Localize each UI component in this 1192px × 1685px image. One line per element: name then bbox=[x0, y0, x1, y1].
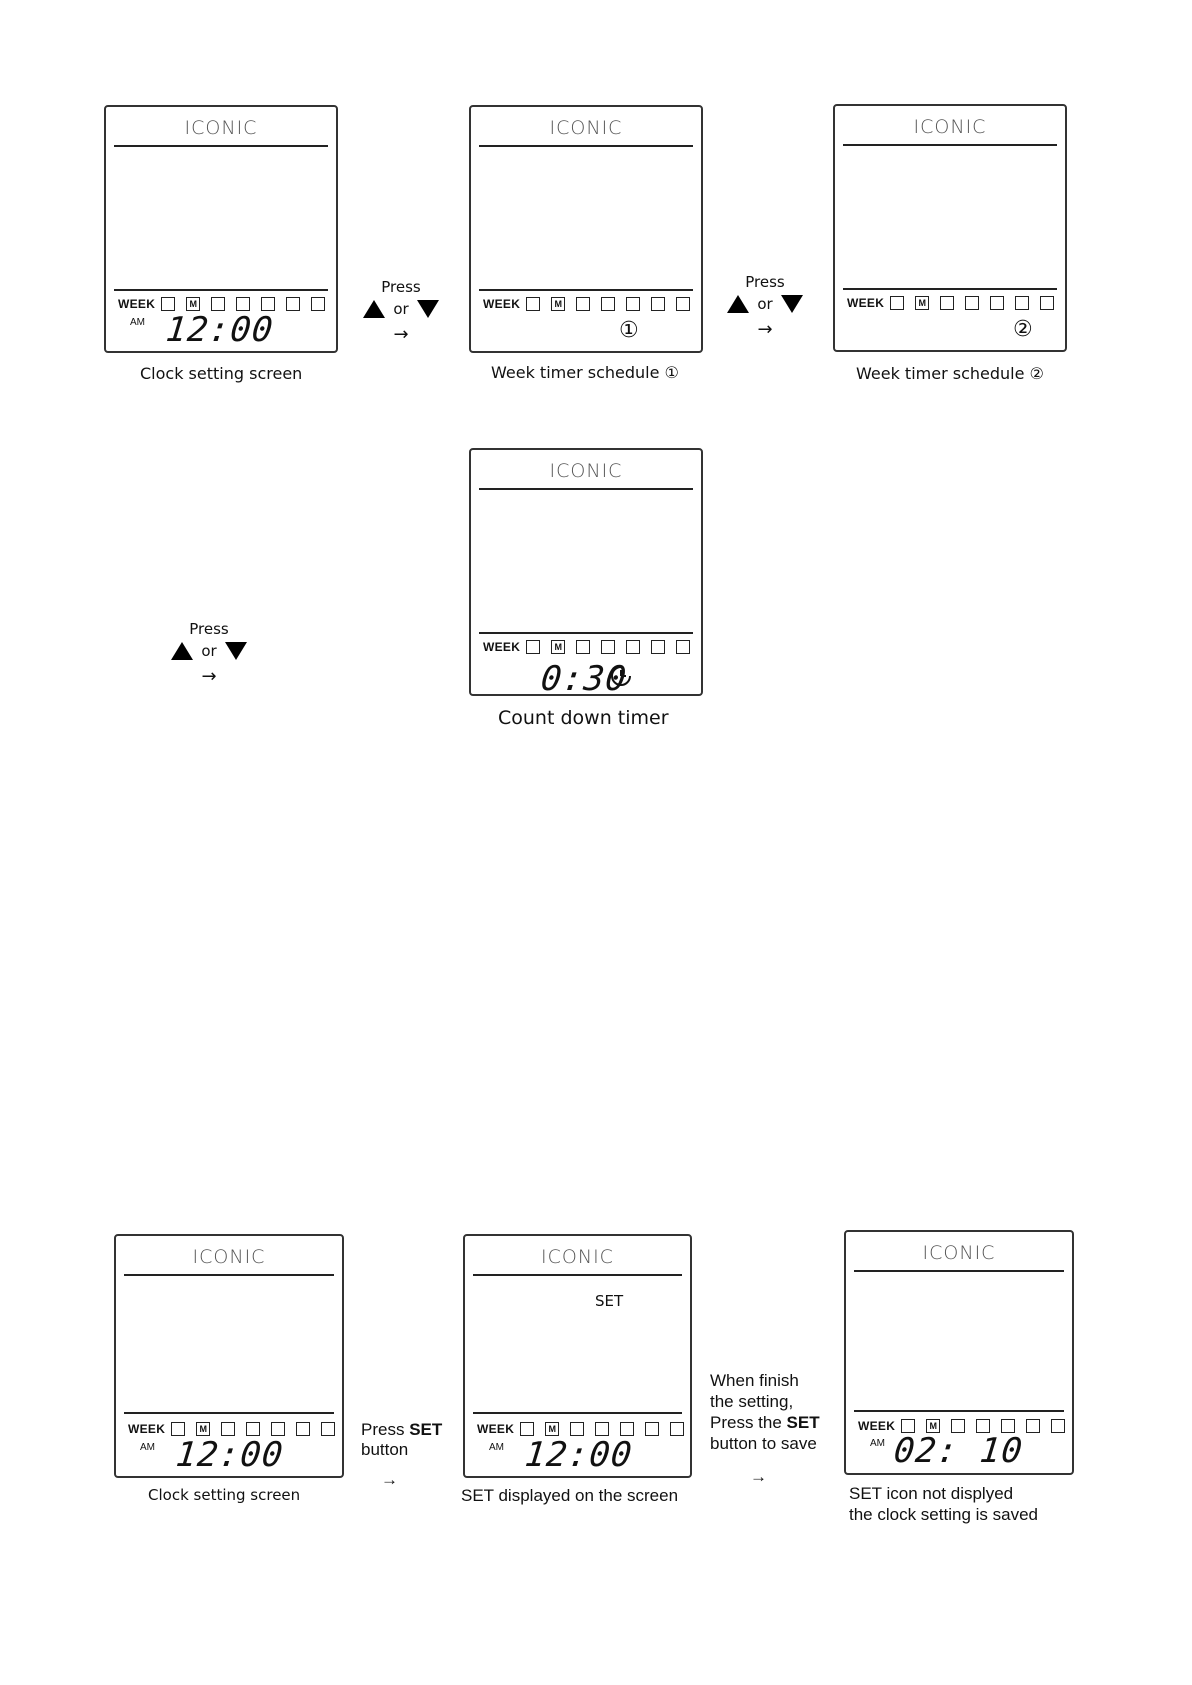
day-box-monday: M bbox=[915, 296, 929, 310]
finish-setting-instruction bbox=[710, 1370, 820, 1487]
day-box-monday: M bbox=[551, 297, 565, 311]
press-label: Press bbox=[745, 273, 785, 291]
day-box bbox=[965, 296, 979, 310]
right-arrow-icon: → bbox=[381, 1470, 398, 1489]
up-down-arrows bbox=[356, 300, 446, 318]
lcd-time: 02: 10 bbox=[891, 1431, 1025, 1471]
brand-logo: ICONIC bbox=[549, 460, 623, 482]
day-box bbox=[321, 1422, 335, 1436]
up-arrow-icon bbox=[727, 295, 749, 313]
lcd-time: 12:00 bbox=[163, 310, 276, 350]
clock-icon bbox=[609, 664, 633, 688]
right-arrow-icon: → bbox=[750, 1467, 767, 1486]
instr-line-1: When finish bbox=[710, 1371, 799, 1390]
brand-logo: ICONIC bbox=[549, 117, 623, 139]
week-label: WEEK bbox=[128, 1422, 166, 1436]
right-arrow-icon: → bbox=[393, 324, 409, 345]
week-label: WEEK bbox=[118, 297, 156, 311]
divider-bottom bbox=[124, 1412, 334, 1414]
day-box bbox=[595, 1422, 609, 1436]
lcd-screen-clock bbox=[104, 105, 338, 353]
schedule-number: ① bbox=[619, 317, 639, 342]
caption-set-displayed: SET displayed on the screen bbox=[461, 1486, 679, 1505]
week-row bbox=[118, 297, 336, 311]
right-arrow-icon: → bbox=[201, 666, 217, 687]
down-arrow-icon bbox=[417, 300, 439, 318]
week-label: WEEK bbox=[858, 1419, 896, 1433]
day-box bbox=[271, 1422, 285, 1436]
divider-top bbox=[473, 1274, 682, 1276]
lcd-time: 12:00 bbox=[522, 1435, 635, 1475]
caption-week-schedule-2: Week timer schedule ② bbox=[856, 364, 1044, 383]
caption-countdown-timer: Count down timer bbox=[498, 707, 669, 729]
day-box bbox=[676, 640, 690, 654]
day-box bbox=[940, 296, 954, 310]
divider-top bbox=[479, 488, 693, 490]
caption-week-schedule-1: Week timer schedule ① bbox=[491, 363, 679, 382]
press-instruction bbox=[164, 620, 254, 687]
day-box bbox=[261, 297, 275, 311]
day-box bbox=[676, 297, 690, 311]
week-row bbox=[483, 640, 701, 654]
divider-bottom bbox=[479, 632, 693, 634]
button-label: button bbox=[361, 1440, 409, 1459]
divider-bottom bbox=[473, 1412, 682, 1414]
instr-line-4: button to save bbox=[710, 1434, 817, 1453]
down-arrow-icon bbox=[781, 295, 803, 313]
day-box-monday: M bbox=[545, 1422, 559, 1436]
day-box bbox=[296, 1422, 310, 1436]
day-box bbox=[576, 297, 590, 311]
brand-logo: ICONIC bbox=[541, 1246, 614, 1268]
right-arrow-icon: → bbox=[757, 319, 773, 340]
ampm-indicator: AM bbox=[870, 1438, 885, 1449]
or-label: or bbox=[201, 642, 217, 660]
day-box bbox=[211, 297, 225, 311]
schedule-number: ② bbox=[1013, 316, 1033, 341]
up-down-arrows bbox=[164, 642, 254, 660]
brand-logo: ICONIC bbox=[913, 116, 987, 138]
divider-bottom bbox=[114, 289, 328, 291]
ampm-indicator: AM bbox=[140, 1442, 155, 1453]
week-row bbox=[847, 296, 1065, 310]
down-arrow-icon bbox=[225, 642, 247, 660]
day-box bbox=[311, 297, 325, 311]
week-row bbox=[128, 1422, 346, 1436]
instr-line-2: the setting, bbox=[710, 1392, 794, 1411]
lcd-screen-countdown bbox=[469, 448, 703, 699]
week-label: WEEK bbox=[483, 640, 521, 654]
day-box bbox=[651, 297, 665, 311]
week-row bbox=[483, 297, 701, 311]
day-box bbox=[520, 1422, 534, 1436]
or-label: or bbox=[393, 300, 409, 318]
or-label: or bbox=[757, 295, 773, 313]
brand-logo: ICONIC bbox=[922, 1242, 996, 1264]
day-box bbox=[651, 640, 665, 654]
ampm-indicator: AM bbox=[489, 1442, 504, 1453]
lcd-time: 12:00 bbox=[173, 1435, 286, 1475]
day-box bbox=[526, 297, 540, 311]
lcd-screen-saved bbox=[844, 1230, 1074, 1475]
caption-saved-line-1: SET icon not displyed bbox=[849, 1484, 1014, 1503]
caption-clock-setting-bottom: Clock setting screen bbox=[148, 1486, 301, 1504]
set-label: SET bbox=[786, 1413, 820, 1432]
press-set-instruction bbox=[361, 1420, 442, 1490]
week-label: WEEK bbox=[847, 296, 885, 310]
day-box bbox=[570, 1422, 584, 1436]
divider-top bbox=[479, 145, 693, 147]
day-box-monday: M bbox=[926, 1419, 940, 1433]
day-box bbox=[626, 297, 640, 311]
lcd-countdown-time: 0:30 bbox=[538, 659, 629, 699]
lcd-screen-clock-bottom bbox=[114, 1234, 344, 1478]
week-row bbox=[477, 1422, 695, 1436]
caption-saved bbox=[849, 1483, 1038, 1525]
brand-logo: ICONIC bbox=[184, 117, 258, 139]
week-label: WEEK bbox=[477, 1422, 515, 1436]
lcd-screen-week-schedule-2 bbox=[833, 104, 1067, 352]
day-box bbox=[221, 1422, 235, 1436]
day-box bbox=[1040, 296, 1054, 310]
divider-top bbox=[124, 1274, 334, 1276]
press-label: Press bbox=[381, 278, 421, 296]
ampm-indicator: AM bbox=[130, 317, 145, 328]
day-box bbox=[286, 297, 300, 311]
instr-line-3: Press the bbox=[710, 1413, 782, 1432]
day-box bbox=[601, 297, 615, 311]
day-box bbox=[645, 1422, 659, 1436]
day-box bbox=[526, 640, 540, 654]
day-box bbox=[626, 640, 640, 654]
day-box bbox=[576, 640, 590, 654]
day-box bbox=[246, 1422, 260, 1436]
divider-top bbox=[843, 144, 1057, 146]
day-box bbox=[670, 1422, 684, 1436]
lcd-screen-set-displayed bbox=[463, 1234, 692, 1478]
day-box bbox=[1051, 1419, 1065, 1433]
caption-saved-line-2: the clock setting is saved bbox=[849, 1505, 1038, 1524]
divider-top bbox=[854, 1270, 1064, 1272]
day-box bbox=[890, 296, 904, 310]
divider-top bbox=[114, 145, 328, 147]
week-label: WEEK bbox=[483, 297, 521, 311]
day-box bbox=[161, 297, 175, 311]
lcd-screen-week-schedule-1 bbox=[469, 105, 703, 353]
caption-clock-setting: Clock setting screen bbox=[140, 364, 303, 383]
press-label: Press bbox=[189, 620, 229, 638]
day-box-monday: M bbox=[196, 1422, 210, 1436]
day-box-monday: M bbox=[551, 640, 565, 654]
divider-bottom bbox=[479, 289, 693, 291]
divider-bottom bbox=[843, 288, 1057, 290]
set-indicator: SET bbox=[595, 1292, 624, 1310]
day-box bbox=[620, 1422, 634, 1436]
brand-logo: ICONIC bbox=[192, 1246, 266, 1268]
day-box bbox=[236, 297, 250, 311]
up-arrow-icon bbox=[363, 300, 385, 318]
press-instruction bbox=[720, 273, 810, 340]
day-box bbox=[990, 296, 1004, 310]
press-label: Press bbox=[361, 1420, 405, 1439]
up-down-arrows bbox=[720, 295, 810, 313]
day-box bbox=[1026, 1419, 1040, 1433]
day-box bbox=[1015, 296, 1029, 310]
day-box-monday: M bbox=[186, 297, 200, 311]
day-box bbox=[171, 1422, 185, 1436]
set-label: SET bbox=[409, 1420, 443, 1439]
press-instruction bbox=[356, 278, 446, 345]
divider-bottom bbox=[854, 1410, 1064, 1412]
day-box bbox=[601, 640, 615, 654]
up-arrow-icon bbox=[171, 642, 193, 660]
